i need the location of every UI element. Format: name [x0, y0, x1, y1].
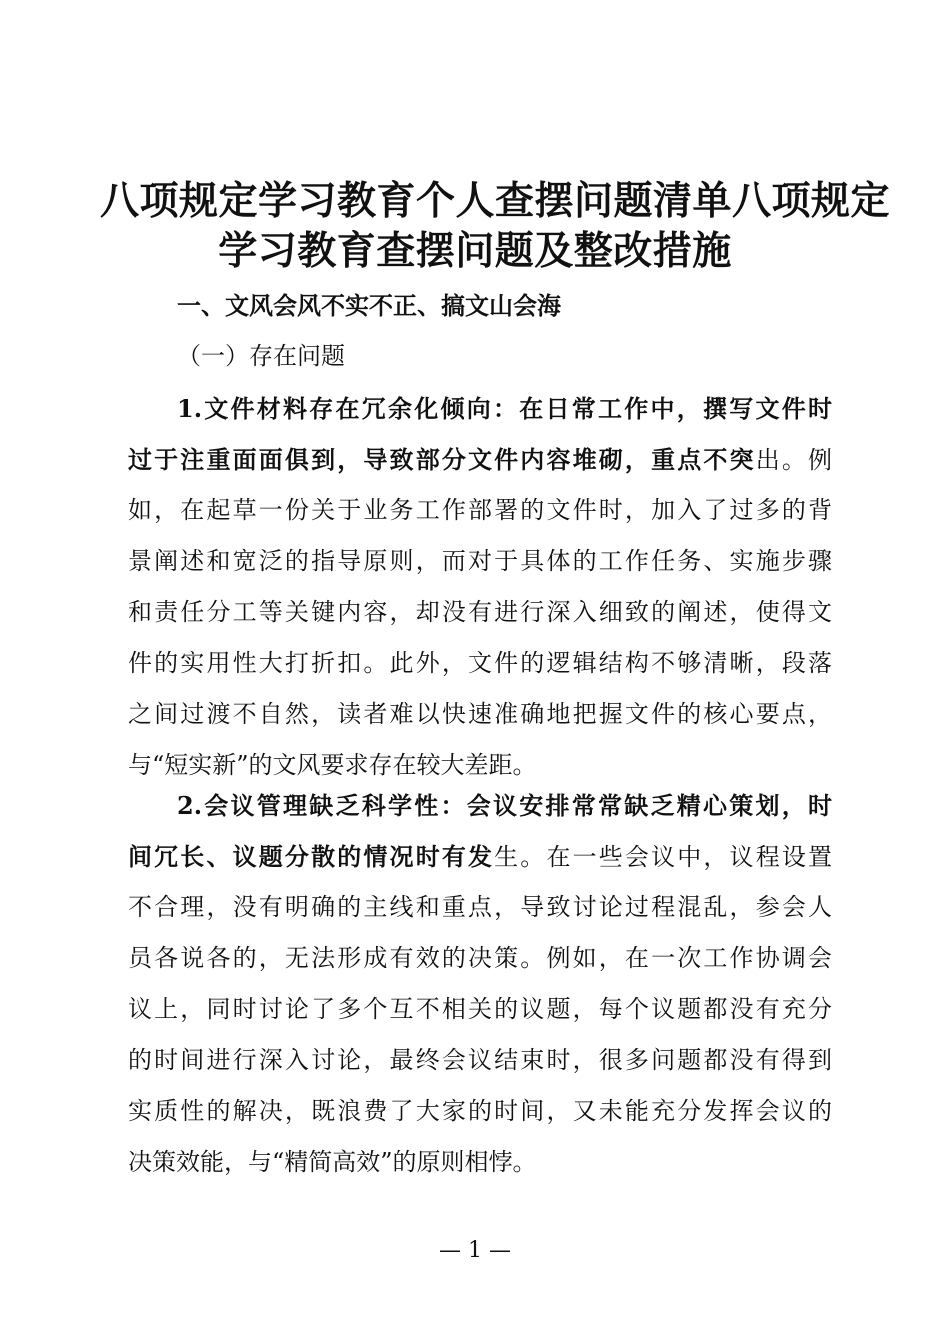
paragraph-2-line-6: 的时间进行深入讨论，最终会议结束时，很多问题都没有得到	[128, 1046, 832, 1074]
paragraph-2-line-5: 议上，同时讨论了多个互不相关的议题，每个议题都没有充分	[128, 995, 832, 1023]
title-line-1: 八项规定学习教育个人查摆问题清单八项规定	[100, 178, 891, 224]
page-number: — 1 —	[439, 1238, 511, 1263]
paragraph-1-line-2-bold: 过于注重面面俱到，导致部分文件内容堆砌，重点不突	[128, 445, 756, 474]
paragraph-1	[128, 383, 832, 791]
paragraph-2-line-8: 决策效能，与“精简高效”的原则相悖。	[128, 1148, 537, 1176]
section-heading: 一、文风会风不实不正、搞文山会海	[177, 291, 561, 320]
paragraph-2-line-4: 员各说各的，无法形成有效的决策。例如，在一次工作协调会	[128, 944, 832, 972]
paragraph-1-line-8: 与“短实新”的文风要求存在较大差距。	[128, 751, 537, 779]
paragraph-2-line-2	[128, 831, 832, 882]
paragraph-1-line-2	[128, 434, 832, 485]
paragraph-1-line-7: 之间过渡不自然，读者难以快速准确地把握文件的核心要点，	[128, 700, 832, 728]
paragraph-2-line-1: 2.会议管理缺乏科学性：会议安排常常缺乏精心策划，时	[177, 791, 832, 820]
paragraph-1-line-1: 1.文件材料存在冗余化倾向：在日常工作中，撰写文件时	[177, 394, 832, 423]
sub-heading: （一）存在问题	[177, 342, 345, 370]
paragraph-1-line-2-rest: 出。例	[755, 446, 833, 474]
paragraph-2-line-2-rest: 生。在一些会议中，议程设置	[494, 843, 833, 871]
paragraph-2-line-2-bold: 间冗长、议题分散的情况时有发	[128, 842, 495, 871]
paragraph-1-line-4: 景阐述和宽泛的指导原则，而对于具体的工作任务、实施步骤	[128, 547, 832, 575]
paragraph-2	[128, 780, 832, 1188]
document-title	[100, 176, 891, 276]
paragraph-2-line-7: 实质性的解决，既浪费了大家的时间，又未能充分发挥会议的	[128, 1097, 832, 1125]
paragraph-1-line-6: 件的实用性大打折扣。此外，文件的逻辑结构不够清晰，段落	[128, 649, 832, 677]
paragraph-1-line-5: 和责任分工等关键内容，却没有进行深入细致的阐述，使得文	[128, 598, 832, 626]
title-line-2: 学习教育查摆问题及整改措施	[218, 228, 732, 274]
paragraph-1-line-3: 如，在起草一份关于业务工作部署的文件时，加入了过多的背	[128, 496, 832, 524]
paragraph-2-line-3: 不合理，没有明确的主线和重点，导致讨论过程混乱，参会人	[128, 893, 832, 921]
